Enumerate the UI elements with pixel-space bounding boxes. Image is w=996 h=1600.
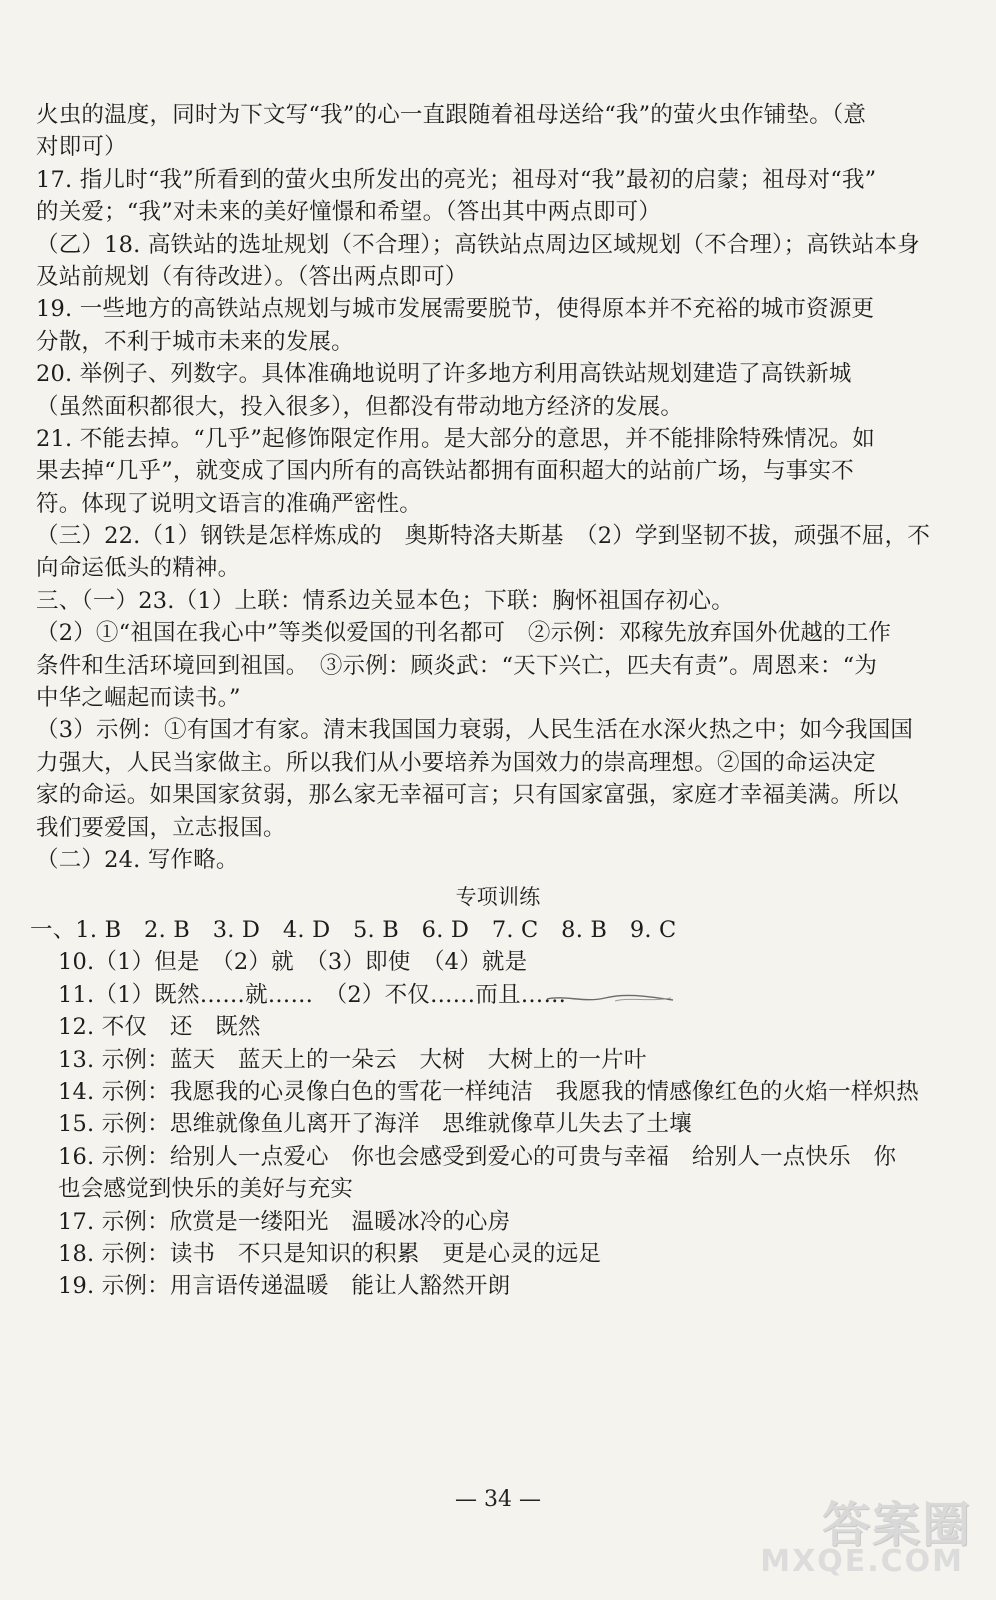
text-line: 果去掉“几乎”，就变成了国内所有的高铁站都拥有面积超大的站前广场，与事实不: [36, 458, 854, 485]
text-line: 家的命运。如果国家贫弱，那么家无幸福可言；只有国家富强，家庭才幸福美满。所以: [36, 782, 899, 809]
answer-block-part1: [36, 99, 960, 876]
text-line: 18. 示例：读书 不只是知识的积累 更是心灵的远足: [58, 1240, 602, 1267]
text-line: 21. 不能去掉。“几乎”起修饰限定作用。是大部分的意思，并不能排除特殊情况。如: [36, 425, 875, 452]
text-line: 一、1. B 2. B 3. D 4. D 5. B 6. D 7. C 8. B 9. C: [30, 917, 677, 943]
section-title: 专项训练: [455, 885, 541, 909]
text-line: 力强大，人民当家做主。所以我们从小要培养为国效力的崇高理想。②国的命运决定: [36, 749, 876, 776]
answer-block-special-training: [30, 914, 954, 1303]
text-line: 向命运低头的精神。: [36, 555, 241, 582]
text-line: （三）22.（1）钢铁是怎样炼成的 奥斯特洛夫斯基 （2）学到坚韧不拔，顽强不屈，不: [36, 523, 931, 550]
text-line: 17. 指儿时“我”所看到的萤火虫所发出的亮光；祖母对“我”最初的启蒙；祖母对“我”: [36, 166, 877, 193]
text-line: 我们要爱国，立志报国。: [36, 814, 286, 841]
text-line: 三、（一）23.（1）上联：情系边关显本色；下联：胸怀祖国存初心。: [36, 587, 734, 614]
text-line: 14. 示例：我愿我的心灵像白色的雪花一样纯洁 我愿我的情感像红色的火焰一样炽热: [58, 1078, 919, 1105]
text-line: 对即可）: [36, 134, 127, 161]
text-line: 13. 示例：蓝天 蓝天上的一朵云 大树 大树上的一片叶: [58, 1046, 647, 1073]
text-line: 20. 举例子、列数字。具体准确地说明了许多地方利用高铁站规划建造了高铁新城: [36, 361, 852, 388]
text-line: 17. 示例：欣赏是一缕阳光 温暖冰冷的心房: [58, 1208, 511, 1235]
text-line: 分散，不利于城市未来的发展。: [36, 328, 354, 355]
text-line: （2）①“祖国在我心中”等类似爱国的刊名都可 ②示例：邓稼先放弃国外优越的工作: [36, 620, 892, 647]
text-line: 11.（1）既然……就…… （2）不仅……而且……: [58, 981, 567, 1008]
text-line: 条件和生活环境回到祖国。 ③示例：顾炎武：“天下兴亡，匹夫有责”。周恩来：“为: [36, 652, 878, 679]
page-number: — 34 —: [455, 1487, 541, 1512]
text-line: （乙）18. 高铁站的选址规划（不合理）；高铁站点周边区域规划（不合理）；高铁站本身: [36, 231, 920, 258]
text-line: 16. 示例：给别人一点爱心 你也会感受到爱心的可贵与幸福 给别人一点快乐 你: [58, 1143, 897, 1170]
text-line: （虽然面积都很大，投入很多），但都没有带动地方经济的发展。: [36, 393, 684, 420]
text-line: 19. 一些地方的高铁站点规划与城市发展需要脱节，使得原本并不充裕的城市资源更: [36, 296, 875, 323]
text-line: 符。体现了说明文语言的准确严密性。: [36, 490, 422, 517]
text-line: 火虫的温度，同时为下文写“我”的心一直跟随着祖母送给“我”的萤火虫作铺垫。（意: [36, 102, 867, 128]
text-line: （二）24. 写作略。: [36, 846, 239, 873]
watermark-logo: 答案圈 MXQE.COM: [760, 1497, 972, 1579]
text-line: 及站前规划（有待改进）。（答出两点即可）: [36, 263, 468, 290]
section-heading: [36, 881, 960, 913]
pen-scribble: [545, 991, 675, 1007]
text-line: 19. 示例：用言语传递温暖 能让人豁然开朗: [58, 1273, 511, 1300]
text-line: 也会感觉到快乐的美好与充实: [58, 1176, 354, 1203]
text-line: 的关爱；“我”对未来的美好憧憬和希望。（答出其中两点即可）: [36, 199, 662, 226]
text-line: 10.（1）但是 （2）就 （3）即使 （4）就是: [58, 949, 528, 976]
text-line: 12. 不仅 还 既然: [58, 1014, 261, 1041]
text-line: （3）示例：①有国才有家。清末我国国力衰弱，人民生活在水深火热之中；如今我国国: [36, 717, 914, 744]
text-line: 中华之崛起而读书。”: [36, 685, 241, 712]
text-line: 15. 示例：思维就像鱼儿离开了海洋 思维就像草儿失去了土壤: [58, 1111, 692, 1138]
